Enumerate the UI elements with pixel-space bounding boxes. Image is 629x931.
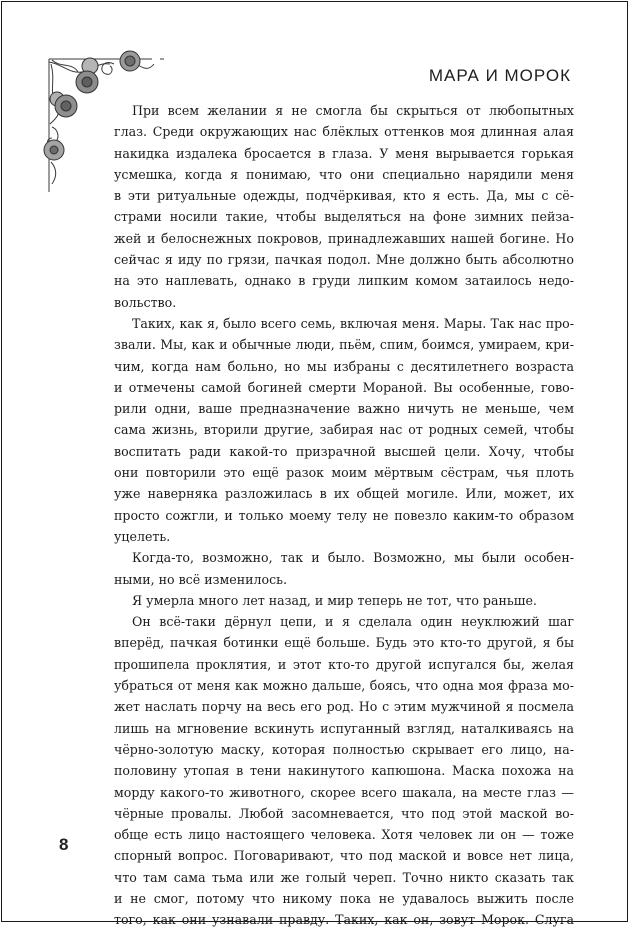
text-line: обще есть лицо настоящего человека. Хотя человек ли он — тоже [114, 827, 574, 843]
text-line: страми носили такие, чтобы выделяться на фоне зимних пейза- [114, 209, 574, 225]
text-line: жет наслать порчу на весь его род. Но с этим мужчиной я посмела [114, 699, 574, 715]
text-line: в эти ритуальные одежды, подчёркивая, кто я есть. Да, мы с сё- [114, 188, 574, 204]
text-line: Он всё-таки дёрнул цепи, и я сделала один неуклюжий шаг [132, 614, 574, 630]
text-line: Таких, как я, было всего семь, включая меня. Мары. Так нас про- [132, 315, 574, 331]
text-line: усмешка, когда я понимаю, что они специально нарядили меня [114, 166, 574, 182]
page-number: 8 [59, 835, 69, 854]
text-line: уже наверняка разложилась в их общей могиле. Или, может, их [114, 486, 574, 502]
text-line: ными, но всё изменилось. [114, 571, 287, 587]
body-text [114, 100, 574, 931]
text-line: на это наплевать, однако в груди липким комом затаилось недо- [114, 273, 574, 289]
text-line: половину утопая в тени накинутого капюшона. Маска похожа на [114, 763, 574, 779]
text-line: Когда-то, возможно, так и было. Возможно, мы были особен- [132, 550, 574, 566]
text-line: что там сама тьма или же голый череп. Точно никто сказать так [114, 869, 574, 885]
text-line: морду какого-то животного, скорее всего шакала, на месте глаз — [114, 784, 574, 800]
text-line: рили одни, ваше предназначение важно ничуть не меньше, чем [114, 401, 574, 417]
text-line: спорный вопрос. Поговаривают, что под маской и вовсе нет лица, [114, 848, 574, 864]
text-line: жей и белоснежных покровов, принадлежавших нашей богине. Но [114, 230, 574, 246]
text-line: вольство. [114, 294, 177, 310]
book-page [1, 1, 628, 928]
text-line: уцелеть. [114, 528, 171, 544]
text-line: лишь на мгновение вскинуть испуганный взгляд, наталкиваясь на [114, 720, 574, 736]
text-line: При всем желании я не смогла бы скрыться от любопытных [132, 103, 574, 118]
text-line: и не смог, потому что никому пока не удавалось выжить после [114, 890, 574, 906]
text-line: вперёд, пачкая ботинки ещё больше. Будь это кто-то другой, я бы [114, 635, 574, 651]
text-line: убраться от меня как можно дальше, боясь, что одна моя фраза мо- [114, 678, 574, 694]
text-line: чёрные провалы. Любой засомневается, что под этой маской во- [114, 805, 574, 821]
running-head: МАРА И МОРОК [428, 66, 571, 85]
text-line: они повторили это ещё разок моим мёртвым сёстрам, чья плоть [114, 465, 574, 481]
text-line: сама жизнь, вторили другие, забирая нас от родных семей, чтобы [114, 422, 574, 438]
text-line: прошипела проклятия, и этот кто-то другой испугался бы, желая [114, 656, 574, 672]
text-line: просто сожгли, и только моему телу не повезло каким-то образом [114, 507, 574, 523]
text-line: и отмечены самой богиней смерти Мораной. Вы особенные, гово- [114, 379, 574, 395]
text-line: воспитать ради какой-то призрачной высшей цели. Хочу, чтобы [114, 443, 574, 459]
text-line: чим, когда нам больно, но мы избраны с десятилетнего возраста [114, 358, 574, 374]
text-line: чёрно-золотую маску, которая полностью скрывает его лицо, на- [114, 741, 574, 757]
text-line: сейчас я иду по грязи, пачкая подол. Мне должно быть абсолютно [114, 252, 574, 268]
text-line: того, как они узнавали правду. Таких, как он, зовут Морок. Слуга [114, 912, 574, 928]
text-line: накидка издалека бросается в глаза. У меня вырывается горькая [114, 145, 574, 161]
text-line: Я умерла много лет назад, и мир теперь не тот, что раньше. [132, 592, 537, 608]
text-line: звали. Мы, как и обычные люди, пьём, спим, боимся, умираем, кри- [114, 337, 574, 353]
text-line: глаз. Среди окружающих нас блёклых оттенков моя длинная алая [114, 124, 574, 140]
